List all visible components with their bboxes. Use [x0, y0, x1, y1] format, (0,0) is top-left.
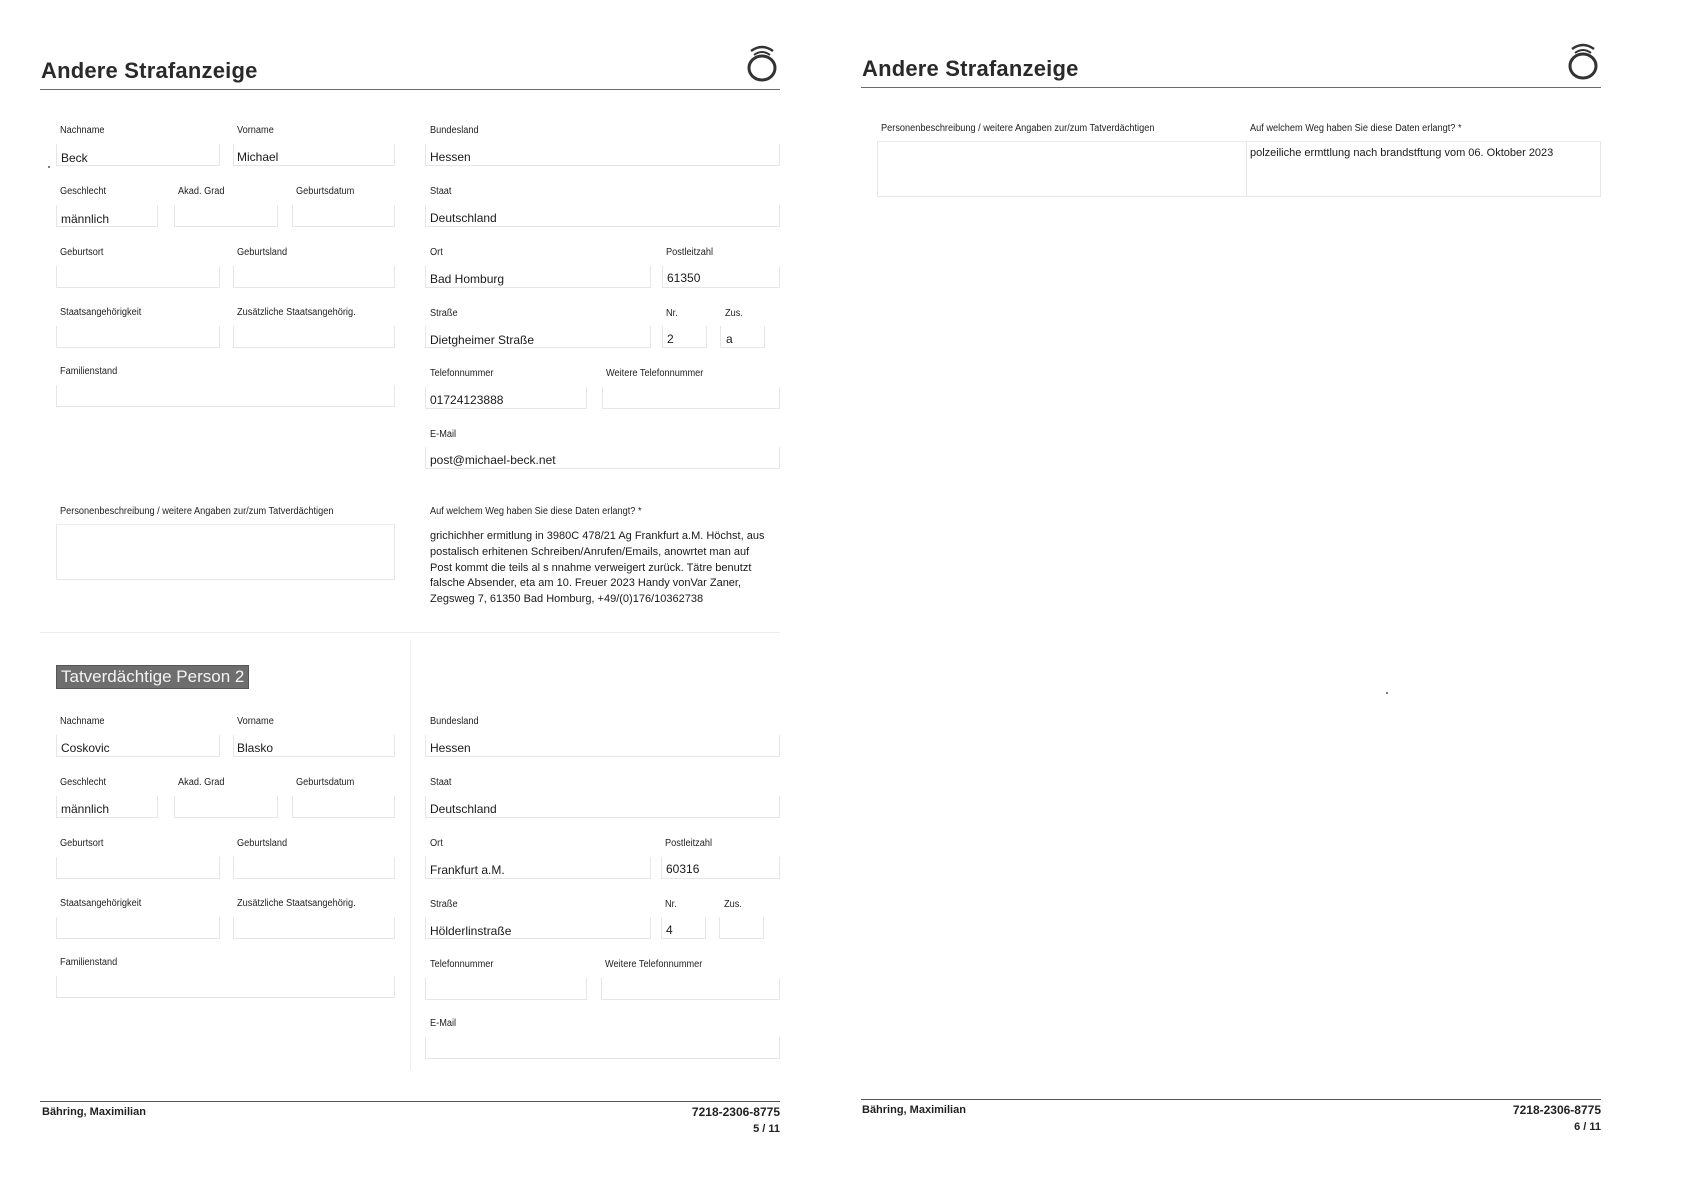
value-vorname: Blasko: [237, 741, 274, 755]
field-box: [233, 917, 395, 939]
paragraph-line: falsche Absender, eta am 10. Freuer 2023 Handy vonVar Zaner,: [430, 577, 742, 590]
label-email: E-Mail: [430, 1018, 457, 1029]
value-geschlecht: männlich: [61, 802, 110, 816]
section-title-person-2: Tatverdächtige Person 2: [56, 665, 249, 689]
label-weitere-telefonnummer: Weitere Telefonnummer: [606, 368, 704, 379]
label-zus: Zus.: [724, 899, 742, 910]
field-box: [56, 385, 395, 407]
field-box: [425, 447, 780, 469]
page-title: Andere Strafanzeige: [862, 56, 1079, 81]
value-zus: a: [726, 332, 733, 346]
label-bundesland: Bundesland: [430, 125, 479, 136]
label-geburtsdatum: Geburtsdatum: [296, 777, 355, 788]
label-geburtsort: Geburtsort: [60, 247, 104, 258]
value-strasse: Dietgheimer Straße: [430, 333, 535, 347]
value-nr: 2: [667, 332, 674, 346]
label-postleitzahl: Postleitzahl: [666, 247, 714, 258]
field-box: [1246, 141, 1601, 197]
field-box: [425, 978, 587, 1000]
value-strasse: Hölderlinstraße: [430, 924, 512, 938]
field-box: [425, 205, 780, 227]
label-telefonnummer: Telefonnummer: [430, 368, 494, 379]
field-box: [56, 976, 395, 998]
value-nr: 4: [666, 923, 673, 937]
field-box: [425, 735, 780, 757]
value-staat: Deutschland: [430, 802, 497, 816]
label-nr: Nr.: [665, 899, 677, 910]
field-box: [56, 796, 158, 818]
label-email: E-Mail: [430, 429, 457, 440]
label-zus: Zus.: [725, 308, 743, 319]
field-box: [56, 857, 220, 879]
label-auf-welchem-weg: Auf welchem Weg haben Sie diese Daten erlangt? *: [430, 506, 642, 517]
field-box: [233, 326, 395, 348]
value-email: post@michael-beck.net: [430, 453, 556, 467]
scan-speck: [1386, 692, 1388, 694]
footer-case-number: 7218-2306-8775: [1512, 1103, 1601, 1117]
field-box: [425, 387, 587, 409]
value-telefonnummer: 01724123888: [430, 393, 504, 407]
field-box: [425, 1037, 780, 1059]
paragraph-line: grichichher ermitlung in 3980C 478/21 Ag Frankfurt a.M. Höchst, aus: [430, 530, 765, 542]
field-box: [662, 266, 780, 288]
label-geburtsdatum: Geburtsdatum: [296, 186, 355, 197]
police-logo-icon: [1566, 42, 1600, 80]
label-geburtsort: Geburtsort: [60, 838, 104, 849]
value-geschlecht: männlich: [61, 212, 110, 226]
value-nachname: Beck: [61, 151, 88, 165]
label-ort: Ort: [430, 247, 443, 258]
field-box: [56, 917, 220, 939]
field-box: [601, 978, 780, 1000]
column-divider: [410, 640, 411, 1070]
label-strasse: Straße: [430, 899, 458, 910]
paragraph-line: Post kommt die teils al s nnahme verweigert zurück. Tätre benutzt: [430, 561, 752, 574]
label-strasse: Straße: [430, 308, 458, 319]
label-akad-grad: Akad. Grad: [178, 186, 225, 197]
field-box: [56, 524, 395, 580]
label-staat: Staat: [430, 186, 452, 197]
label-geburtsland: Geburtsland: [237, 247, 288, 258]
value-ort: Bad Homburg: [430, 272, 505, 286]
header-rule: [861, 87, 1601, 88]
field-box: [425, 857, 651, 879]
field-box: [174, 205, 278, 227]
value-nachname: Coskovic: [61, 741, 110, 755]
field-box: [719, 917, 764, 939]
value-bundesland: Hessen: [430, 150, 471, 164]
value-postleitzahl: 61350: [667, 271, 701, 285]
field-box: [56, 326, 220, 348]
label-zus-staatsangehoerig: Zusätzliche Staatsangehörig.: [237, 307, 356, 318]
header-rule: [40, 89, 780, 90]
footer-page-number: 6 / 11: [1574, 1121, 1601, 1133]
field-box: [425, 917, 651, 939]
field-box: [720, 326, 765, 348]
field-box: [174, 796, 278, 818]
label-nachname: Nachname: [60, 125, 105, 136]
label-staatsangehoerigkeit: Staatsangehörigkeit: [60, 898, 142, 909]
value-staat: Deutschland: [430, 211, 497, 225]
footer-author: Bähring, Maximilian: [42, 1106, 146, 1118]
field-box: [56, 144, 220, 166]
label-akad-grad: Akad. Grad: [178, 777, 225, 788]
field-box: [233, 266, 395, 288]
value-weg-text: polzeiliche ermttlung nach brandstftung vom 06. Oktober 2023: [1250, 147, 1554, 159]
field-box: [233, 735, 395, 757]
label-ort: Ort: [430, 838, 443, 849]
label-vorname: Vorname: [237, 125, 274, 136]
label-familienstand: Familienstand: [60, 366, 118, 377]
field-box: [292, 205, 395, 227]
field-box: [661, 857, 780, 879]
scan-speck: [48, 166, 50, 168]
label-auf-welchem-weg: Auf welchem Weg haben Sie diese Daten erlangt? *: [1250, 123, 1462, 134]
field-box: [602, 387, 780, 409]
label-bundesland: Bundesland: [430, 716, 479, 727]
field-box: [425, 796, 780, 818]
label-nr: Nr.: [666, 308, 678, 319]
field-box: [661, 917, 706, 939]
label-geburtsland: Geburtsland: [237, 838, 288, 849]
field-box: [56, 205, 158, 227]
label-personenbeschreibung: Personenbeschreibung / weitere Angaben zur/zum Tatverdächtigen: [881, 123, 1155, 134]
label-weitere-telefonnummer: Weitere Telefonnummer: [605, 959, 703, 970]
page-title: Andere Strafanzeige: [41, 58, 258, 83]
label-staat: Staat: [430, 777, 452, 788]
label-personenbeschreibung: Personenbeschreibung / weitere Angaben zur/zum Tatverdächtigen: [60, 506, 334, 517]
value-bundesland: Hessen: [430, 741, 471, 755]
field-box: [877, 141, 1247, 197]
field-box: [425, 144, 780, 166]
label-vorname: Vorname: [237, 716, 274, 727]
label-telefonnummer: Telefonnummer: [430, 959, 494, 970]
field-box: [662, 326, 707, 348]
label-geschlecht: Geschlecht: [60, 186, 107, 197]
label-zus-staatsangehoerig: Zusätzliche Staatsangehörig.: [237, 898, 356, 909]
document-page-6: [848, 0, 1696, 1199]
field-box: [233, 144, 395, 166]
label-staatsangehoerigkeit: Staatsangehörigkeit: [60, 307, 142, 318]
footer-author: Bähring, Maximilian: [862, 1104, 966, 1116]
label-familienstand: Familienstand: [60, 957, 118, 968]
value-vorname: Michael: [237, 150, 279, 164]
label-nachname: Nachname: [60, 716, 105, 727]
field-box: [292, 796, 395, 818]
label-geschlecht: Geschlecht: [60, 777, 107, 788]
footer-rule: [861, 1099, 1601, 1100]
field-box: [425, 326, 651, 348]
section-divider: [40, 632, 780, 633]
label-postleitzahl: Postleitzahl: [665, 838, 713, 849]
field-box: [56, 266, 220, 288]
footer-case-number: 7218-2306-8775: [691, 1105, 780, 1119]
field-box: [425, 266, 651, 288]
paragraph-line: Zegsweg 7, 61350 Bad Homburg, +49/(0)176/10362738: [430, 593, 704, 606]
field-box: [56, 735, 220, 757]
paragraph-line: postalisch erhitenen Schreiben/Anrufen/Emails, anowrtet man auf: [430, 545, 750, 558]
footer-page-number: 5 / 11: [753, 1123, 780, 1135]
police-logo-icon: [745, 44, 779, 82]
footer-rule: [40, 1101, 780, 1102]
field-box: [233, 857, 395, 879]
value-weg-paragraph: [430, 529, 780, 608]
value-ort: Frankfurt a.M.: [430, 863, 505, 877]
value-postleitzahl: 60316: [666, 862, 700, 876]
